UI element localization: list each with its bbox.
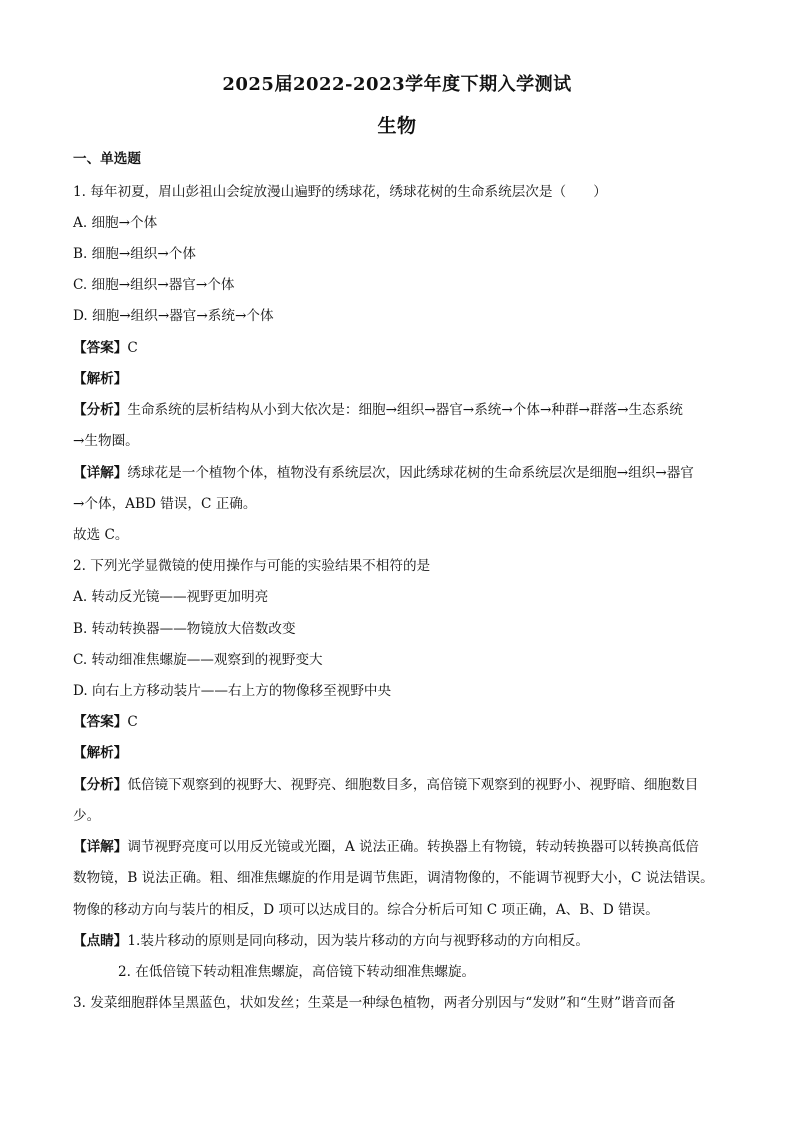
q2-option-c: C. 转动细准焦螺旋——观察到的视野变大 <box>73 652 323 668</box>
dianjing-tag: 【点睛】 <box>73 933 128 949</box>
q2-answer <box>73 713 138 731</box>
document-subtitle: 生物 <box>377 115 417 137</box>
q1-option-c: C. 细胞→组织→器官→个体 <box>73 277 235 293</box>
q2-xiangjie-line3: 物像的移动方向与装片的相反，D 项可以达成目的。综合分析后可知 C 项正确，A、B、D 错误。 <box>73 902 659 918</box>
q2-analysis-tag: 【解析】 <box>73 745 128 761</box>
dianjing-text: 1.装片移动的原则是同向移动，因为装片移动的方向与视野移动的方向相反。 <box>127 933 589 949</box>
xiangjie-tag: 【详解】 <box>73 839 128 855</box>
q2-xiangjie-line1 <box>73 838 699 856</box>
xiangjie-tag: 【详解】 <box>73 465 128 481</box>
q2-option-a: A. 转动反光镜——视野更加明亮 <box>73 589 269 605</box>
fenxi-text: 低倍镜下观察到的视野大、视野亮、细胞数目多，高倍镜下观察到的视野小、视野暗、细胞数目 <box>127 777 699 793</box>
q2-stem: 2. 下列光学显微镜的使用操作与可能的实验结果不相符的是 <box>73 558 431 574</box>
xiangjie-text: 绣球花是一个植物个体，植物没有系统层次，因此绣球花树的生命系统层次是细胞→组织→器官 <box>127 465 694 481</box>
q1-analysis-tag: 【解析】 <box>73 371 128 387</box>
answer-value: C <box>127 340 138 356</box>
q2-dianjing-line1 <box>73 932 589 950</box>
q2-fenxi-line1 <box>73 776 698 794</box>
q1-answer <box>73 339 138 357</box>
q1-option-b: B. 细胞→组织→个体 <box>73 246 196 262</box>
q2-option-d: D. 向右上方移动装片——右上方的物像移至视野中央 <box>73 683 392 699</box>
fenxi-text: 生命系统的层析结构从小到大依次是：细胞→组织→器官→系统→个体→种群→群落→生态系统 <box>127 402 683 418</box>
q1-stem: 1. 每年初夏，眉山彭祖山会绽放漫山遍野的绣球花，绣球花树的生命系统层次是（ ） <box>73 184 607 200</box>
xiangjie-text: 调节视野亮度可以用反光镜或光圈，A 说法正确。转换器上有物镜，转动转换器可以转换高低倍 <box>127 839 699 855</box>
q1-fenxi-line1 <box>73 401 683 419</box>
fenxi-tag: 【分析】 <box>73 402 128 418</box>
q1-conclusion: 故选 C。 <box>73 527 129 543</box>
document-title: 2025届2022-2023学年度下期入学测试 <box>222 74 572 95</box>
fenxi-tag: 【分析】 <box>73 777 128 793</box>
q1-fenxi-line2: →生物圈。 <box>73 433 139 449</box>
q2-xiangjie-line2: 数物镜，B 说法正确。粗、细准焦螺旋的作用是调节焦距，调清物像的，不能调节视野大小，C 说法错误。 <box>73 870 714 886</box>
answer-tag: 【答案】 <box>73 340 128 356</box>
q1-option-d: D. 细胞→组织→器官→系统→个体 <box>73 308 274 324</box>
q1-xiangjie-line1 <box>73 464 694 482</box>
q2-option-b: B. 转动转换器——物镜放大倍数改变 <box>73 621 296 637</box>
q3-stem: 3. 发菜细胞群体呈黑蓝色，状如发丝；生菜是一种绿色植物，两者分别因与“发财”和“生财”谐音而备 <box>73 995 676 1011</box>
answer-value: C <box>127 714 138 730</box>
q1-xiangjie-line2: →个体，ABD 错误，C 正确。 <box>73 496 257 512</box>
section-heading: 一、单选题 <box>73 151 141 167</box>
answer-tag: 【答案】 <box>73 714 128 730</box>
q2-fenxi-line2: 少。 <box>73 808 101 824</box>
q2-dianjing-line2: 2. 在低倍镜下转动粗准焦螺旋，高倍镜下转动细准焦螺旋。 <box>118 964 476 980</box>
q1-option-a: A. 细胞→个体 <box>73 215 158 231</box>
